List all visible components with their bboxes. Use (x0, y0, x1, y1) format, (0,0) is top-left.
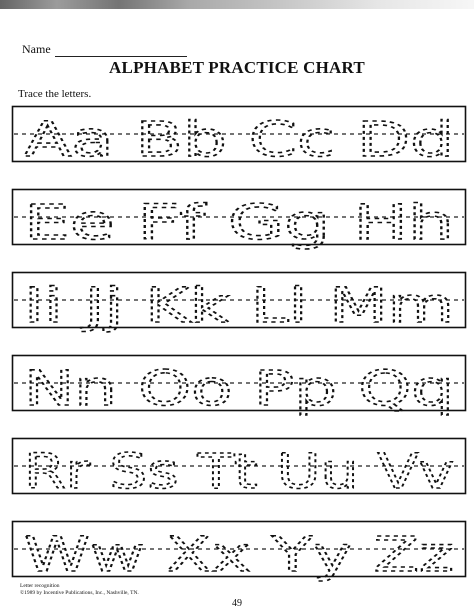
tracing-row-3 (12, 272, 466, 334)
scan-artifact-strip (0, 0, 474, 9)
dotted-letters: Ee Ff Gg Hh (24, 195, 454, 251)
tracing-row-svg (12, 355, 466, 427)
dotted-letters: Aa Bb Cc Dd (24, 112, 454, 168)
tracing-row-svg (12, 106, 466, 178)
footer-credits (20, 583, 139, 597)
dotted-letters: Nn Oo Pp Qq (24, 361, 454, 417)
page-title: ALPHABET PRACTICE CHART (109, 58, 365, 77)
dotted-letters: Rr Ss Tt Uu Vv (24, 444, 454, 500)
footer-topic: Letter recognition (20, 583, 60, 589)
tracing-row-4 (12, 355, 466, 417)
tracing-row-1 (12, 106, 466, 168)
tracing-row-5 (12, 438, 466, 500)
name-field-row (22, 42, 187, 57)
name-blank-line (55, 45, 187, 57)
dotted-letters: Ii Jj Kk Ll Mm (24, 278, 454, 334)
instruction-text: Trace the letters. (18, 88, 92, 100)
tracing-row-svg (12, 189, 466, 261)
tracing-row-svg (12, 272, 466, 344)
name-label: Name (22, 42, 51, 56)
tracing-row-6 (12, 521, 466, 583)
tracing-row-2 (12, 189, 466, 251)
page-number: 49 (232, 598, 242, 609)
tracing-row-svg (12, 438, 466, 510)
dotted-letters: Ww Xx Yy Zz (24, 527, 454, 583)
footer-copyright: ©1989 by Incentive Publications, Inc., Nashville, TN. (20, 590, 139, 596)
